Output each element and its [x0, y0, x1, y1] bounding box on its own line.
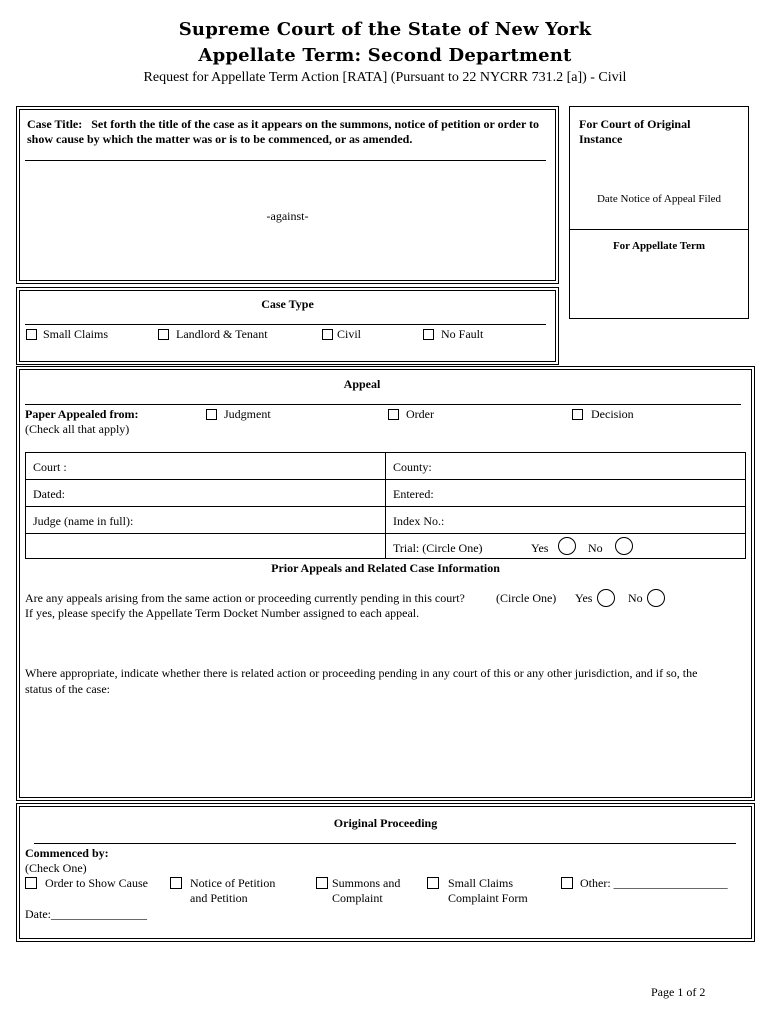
against-label: -against- [266, 209, 309, 223]
civil-label: Civil [337, 327, 362, 341]
summons-complaint-checkbox[interactable] [316, 877, 328, 889]
original-proceeding-heading: Original Proceeding [333, 816, 438, 830]
trial-yes-label: Yes [531, 541, 549, 555]
decision-label: Decision [591, 407, 634, 421]
judgment-checkbox[interactable] [206, 409, 217, 420]
summons-complaint-label-2: Complaint [332, 891, 383, 905]
grid-row-divider-2 [25, 506, 746, 507]
landlord-tenant-checkbox[interactable] [158, 329, 169, 340]
other-field-label[interactable]: Other: ___________________ [580, 876, 728, 890]
grid-row-divider-3 [25, 533, 746, 534]
paper-appealed-label: Paper Appealed from: [25, 407, 139, 421]
court-original-heading: For Court of Original Instance [579, 117, 691, 146]
case-title-rule [25, 160, 546, 161]
court-original-divider [569, 229, 749, 230]
prior-yes-circle[interactable] [597, 589, 615, 607]
case-type-rule [25, 324, 546, 325]
paper-appealed-hint: (Check all that apply) [25, 422, 130, 436]
prior-appeals-question: Are any appeals arising from the same action or proceeding currently pending in this court? [25, 591, 465, 605]
related-action-line2: status of the case: [25, 682, 110, 696]
prior-yes-label: Yes [575, 591, 593, 605]
order-label: Order [406, 407, 434, 421]
judgment-label: Judgment [224, 407, 271, 421]
civil-checkbox[interactable] [322, 329, 333, 340]
trial-no-circle[interactable] [615, 537, 633, 555]
commenced-by-label: Commenced by: [25, 846, 109, 860]
decision-checkbox[interactable] [572, 409, 583, 420]
landlord-tenant-label: Landlord & Tenant [176, 327, 268, 341]
no-fault-checkbox[interactable] [423, 329, 434, 340]
dated-field-label[interactable]: Dated: [33, 487, 65, 501]
trial-no-label: No [588, 541, 603, 555]
prior-appeals-heading: Prior Appeals and Related Case Information [271, 561, 500, 575]
check-one-hint: (Check One) [25, 861, 87, 875]
entered-field-label[interactable]: Entered: [393, 487, 434, 501]
notice-of-petition-label-1: Notice of Petition [190, 876, 276, 890]
small-claims-complaint-label-1: Small Claims [448, 876, 514, 890]
order-checkbox[interactable] [388, 409, 399, 420]
no-fault-label: No Fault [441, 327, 484, 341]
original-proceeding-rule [34, 843, 736, 844]
summons-complaint-label-1: Summons and [332, 876, 401, 890]
order-to-show-cause-checkbox[interactable] [25, 877, 37, 889]
small-claims-complaint-checkbox[interactable] [427, 877, 439, 889]
prior-appeals-followup: If yes, please specify the Appellate Term Docket Number assigned to each appeal. [25, 606, 420, 620]
page-number: Page 1 of 2 [651, 985, 706, 999]
form-subtitle: Request for Appellate Term Action [RATA] (Pursuant to 22 NYCRR 731.2 [a]) - Civil [143, 70, 627, 85]
other-checkbox[interactable] [561, 877, 573, 889]
court-title: Supreme Court of the State of New York [178, 19, 592, 40]
prior-no-circle[interactable] [647, 589, 665, 607]
court-department: Appellate Term: Second Department [198, 45, 572, 66]
appeal-rule [25, 404, 741, 405]
appellate-term-heading: For Appellate Term [612, 240, 706, 252]
small-claims-checkbox[interactable] [26, 329, 37, 340]
date-notice-label: Date Notice of Appeal Filed [596, 193, 722, 205]
prior-no-label: No [628, 591, 643, 605]
order-to-show-cause-label: Order to Show Cause [45, 876, 148, 890]
small-claims-label: Small Claims [43, 327, 109, 341]
court-field-label[interactable]: Court : [33, 460, 67, 474]
case-title-instruction: Set forth the title of the case as it appears on the summons, notice of petition or order to show cause by which the matter was or is to be commenced, or as amended. [27, 117, 540, 146]
case-title-instructions [27, 117, 547, 147]
county-field-label[interactable]: County: [393, 460, 432, 474]
case-type-heading: Case Type [261, 297, 314, 311]
case-title-label: Case Title: [27, 117, 83, 131]
notice-of-petition-label-2: and Petition [190, 891, 248, 905]
judge-field-label[interactable]: Judge (name in full): [33, 514, 134, 528]
date-field-label[interactable]: Date:________________ [25, 907, 147, 921]
notice-of-petition-checkbox[interactable] [170, 877, 182, 889]
appeal-heading: Appeal [343, 377, 381, 391]
circle-one-label: (Circle One) [496, 591, 557, 605]
trial-label: Trial: (Circle One) [393, 541, 483, 555]
trial-yes-circle[interactable] [558, 537, 576, 555]
related-action-line1: Where appropriate, indicate whether there is related action or proceeding pending in any court of this or any other jurisdiction, and if so, the [25, 666, 698, 680]
index-field-label[interactable]: Index No.: [393, 514, 445, 528]
grid-row-divider-1 [25, 479, 746, 480]
small-claims-complaint-label-2: Complaint Form [448, 891, 528, 905]
